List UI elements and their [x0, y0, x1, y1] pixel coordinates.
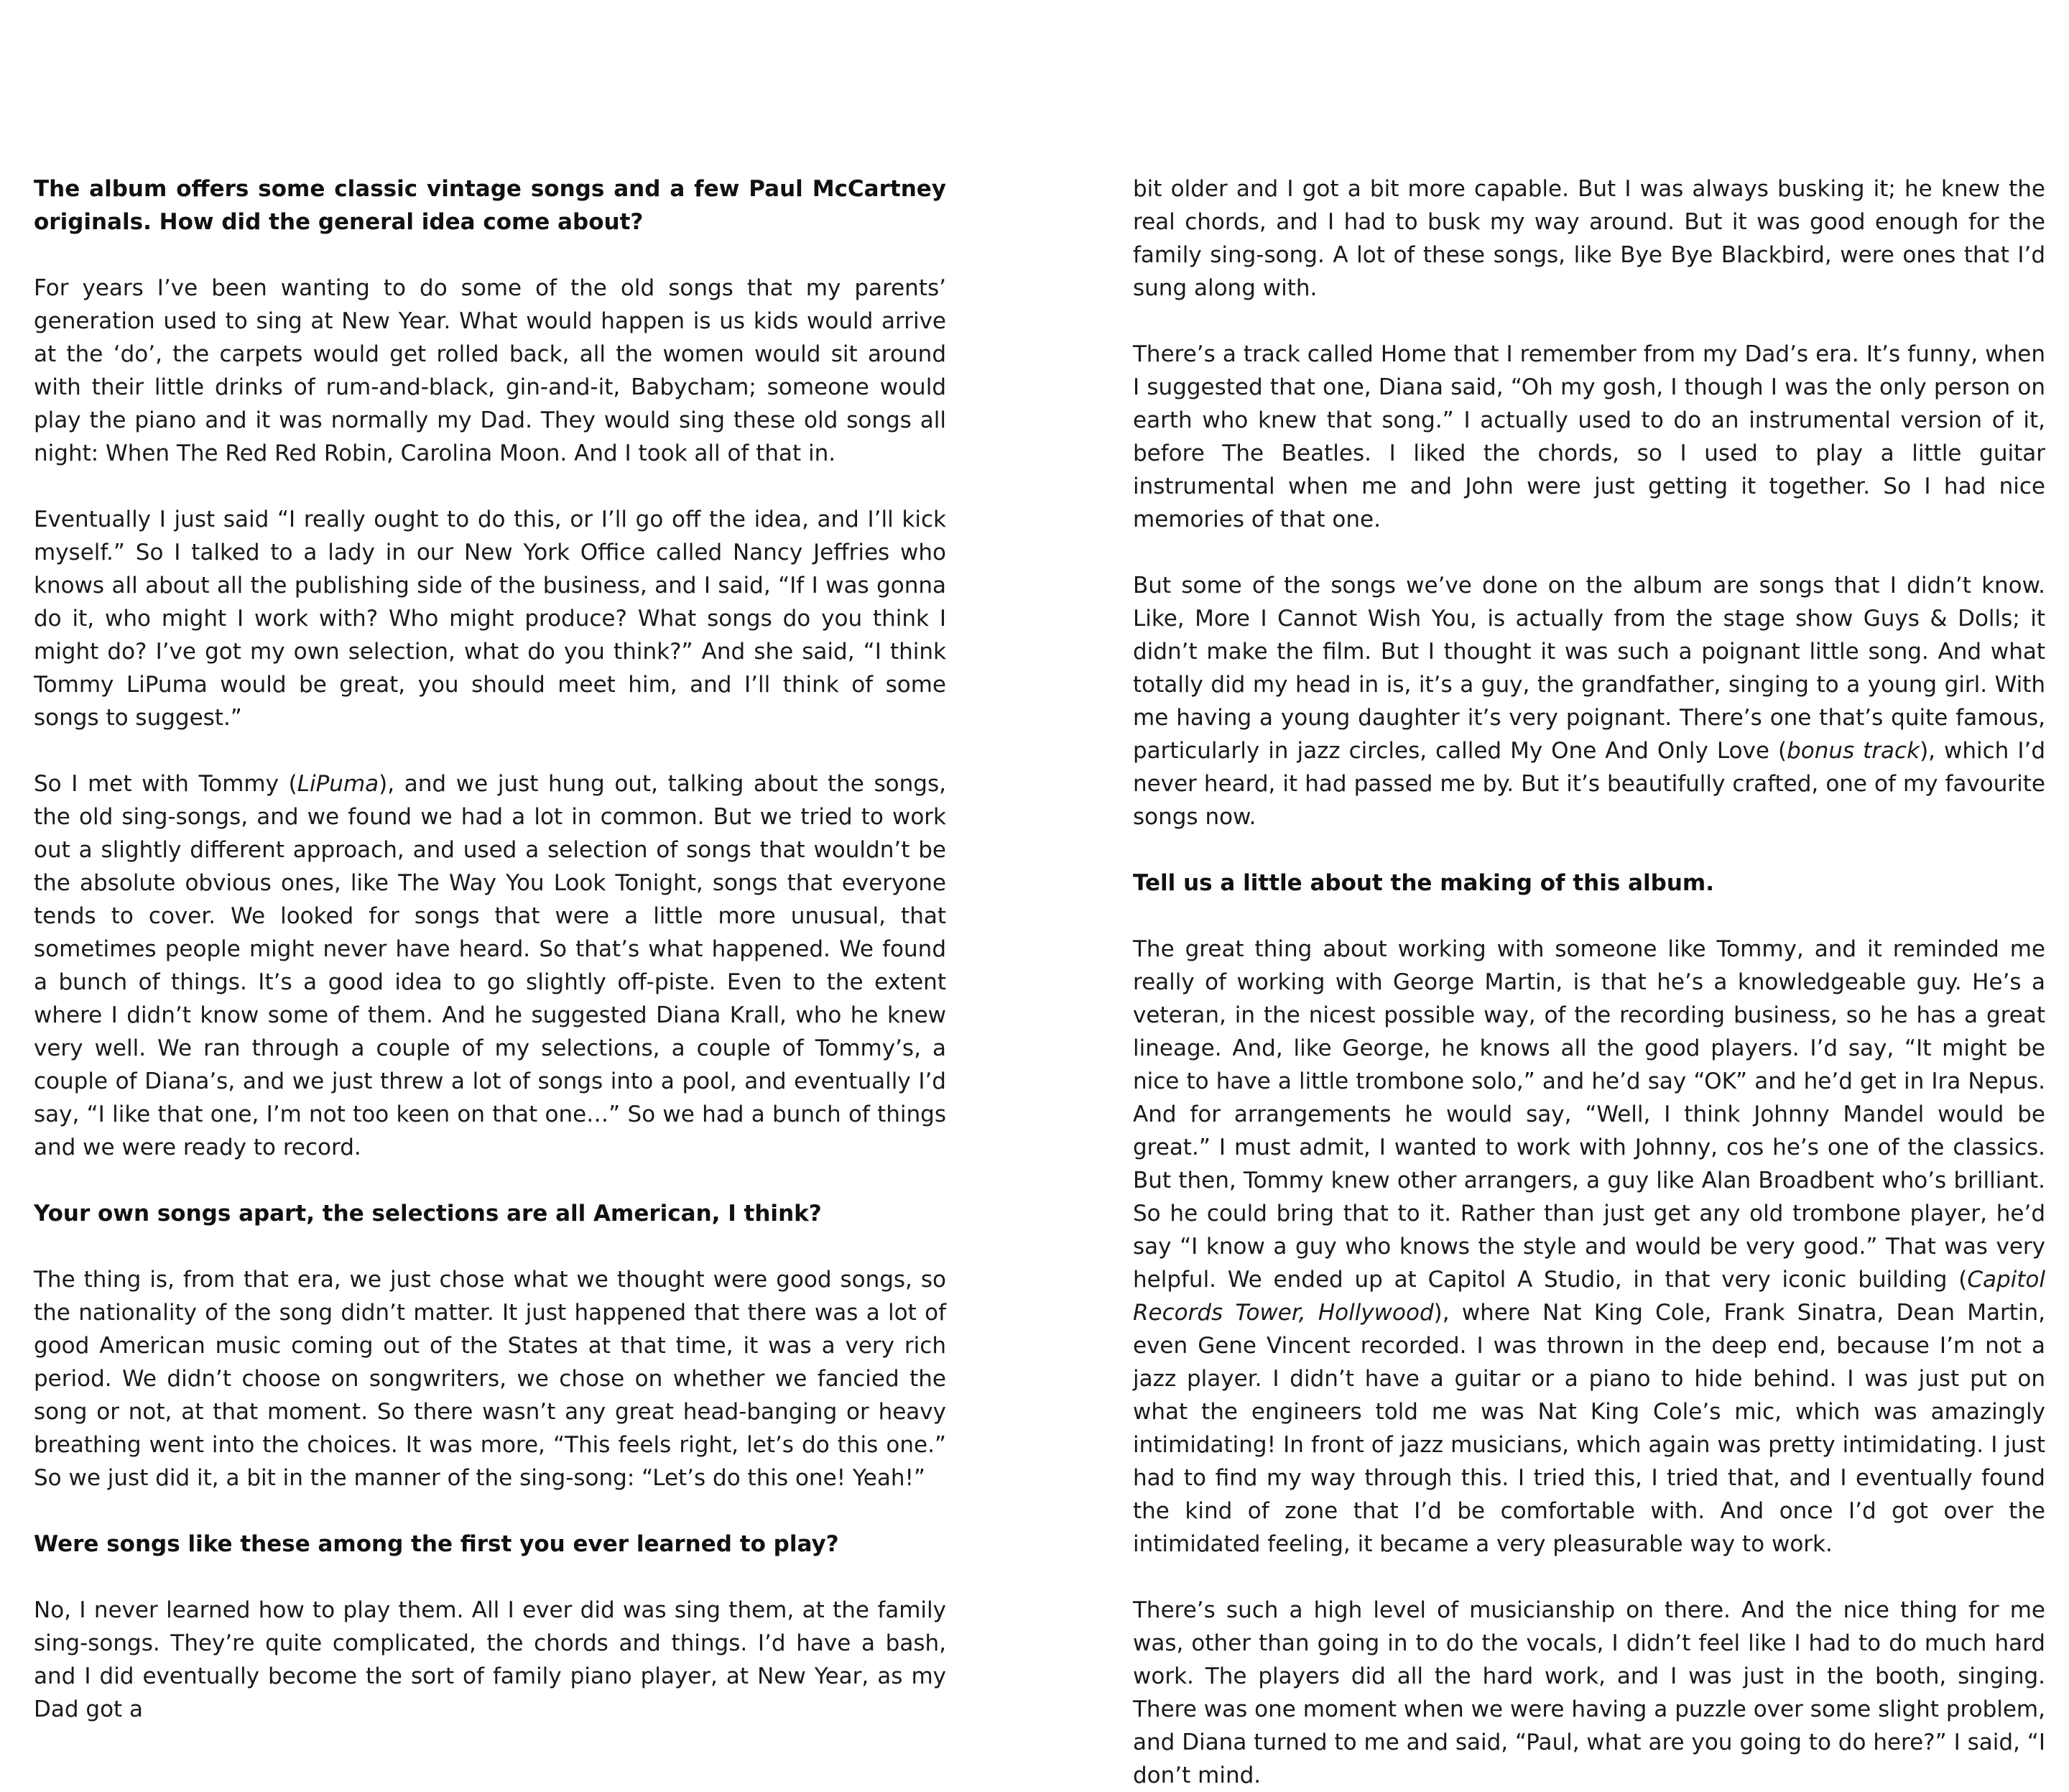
italic-text: LiPuma [297, 771, 379, 797]
answer-paragraph: The thing is, from that era, we just chose what we thought were good songs, so the nationality of the song didn’t matter. It just happened that there was a lot of good American music coming out of the States at that time, it was a very rich period. We didn’t choose on songwriters, we chose on whether we fancied the song or not, at that moment. So there wasn’t any great head-banging or heavy breathing went into the choices. It was more, “This feels right, let’s do this one.” So we just did it, a bit in the manner of the sing-song: “Let’s do this one! Yeah!” [34, 1267, 946, 1491]
answer-paragraph: Eventually I just said “I really ought to do this, or I’ll go off the idea, and I’ll kick myself.” So I talked to a lady in our New York Office called Nancy Jeffries who knows all about all the publishing side of the business, and I said, “If I was gonna do it, who might I work with? Who might produce? What songs do you think I might do? I’ve got my own selection, what do you think?” And she said, “I think Tommy LiPuma would be great, you should meet him, and I’ll think of some songs to suggest.” [34, 507, 946, 731]
italic-text: Capitol Records Tower, Hollywood [1133, 1267, 2045, 1326]
italic-text: bonus track [1787, 738, 1920, 764]
answer-paragraph: There’s a track called Home that I remember from my Dad’s era. It’s funny, when I suggested that one, Diana said, “Oh my gosh, I though I was the only person on earth who knew that song.” I actually used to do an instrumental version of it, before The Beatles. I liked the chords, so I used to play a little guitar instrumental when me and John were just getting it together. So I had nice memories of that one. [1133, 341, 2045, 532]
answer-paragraph: For years I’ve been wanting to do some of the old songs that my parents’ generation used to sing at New Year. What would happen is us kids would arrive at the ‘do’, the carpets would get rolled back, all the women would sit around with their little drinks of rum-and-black, gin-and-it, Babycham; someone would play the piano and it was normally my Dad. They would sing these old songs all night: When The Red Red Robin, Carolina Moon. And I took all of that in. [34, 275, 946, 466]
text-run: So I met with Tommy ( [34, 771, 297, 797]
answer-paragraph: No, I never learned how to play them. All I ever did was sing them, at the family sing-songs. They’re quite complicated, the chords and things. I’d have a bash, and I did eventually become the sort of family piano player, at New Year, as my Dad got a [34, 1597, 946, 1722]
text-run: ), and we just hung out, talking about the songs, the old sing-songs, and we found we had a lot in common. But we tried to work out a slightly different approach, and used a selection of songs that wouldn’t be the absolute obvious ones, like The Way You Look Tonight, songs that everyone tends to cover. We looked for songs that were a little more unusual, that sometimes people might never have heard. So that’s what happened. We found a bunch of things. It’s a good idea to go slightly off-piste. Even to the extent where I didn’t know some of them. And he suggested Diana Krall, who he knew very well. We ran through a couple of my selections, a couple of Tommy’s, a couple of Diana’s, and we just threw a lot of songs into a pool, and eventually I’d say, “I like that one, I’m not too keen on that one…” So we had a bunch of things and we were ready to record. [34, 771, 946, 1160]
text-run: ), where Nat King Cole, Frank Sinatra, Dean Martin, even Gene Vincent recorded. I was thrown in the deep end, because I’m not a jazz player. I didn’t have a guitar or a piano to hide behind. I was just put on what the engineers told me was Nat King Cole’s mic, which was amazingly intimidating! In front of jazz musicians, which again was pretty intimidating. I just had to find my way through this. I tried this, I tried that, and I eventually found the kind of zone that I’d be comfortable with. And once I’d got over the intimidated feeling, it became a very pleasurable way to work. [1133, 1300, 2045, 1557]
answer-paragraph [34, 767, 946, 1164]
answer-paragraph [1133, 569, 2045, 833]
answer-paragraph: bit older and I got a bit more capable. But I was always busking it; he knew the real chords, and I had to busk my way around. But it was good enough for the family sing-song. A lot of these songs, like Bye Bye Blackbird, were ones that I’d sung along with. [1133, 176, 2045, 301]
answer-paragraph [1133, 933, 2045, 1561]
text-run: But some of the songs we’ve done on the album are songs that I didn’t know. Like, More I Cannot Wish You, is actually from the stage show Guys & Dolls; it didn’t make the film. But I thought it was such a poignant little song. And what totally did my head in is, it’s a guy, the grandfather, singing to a young girl. With me having a young daughter it’s very poignant. There’s one that’s quite famous, particularly in jazz circles, called My One And Only Love ( [1133, 573, 2045, 764]
right-page [1133, 172, 2045, 1792]
question-heading: The album offers some classic vintage songs and a few Paul McCartney originals. How did the general idea come about? [34, 176, 946, 235]
left-page [34, 172, 946, 1726]
answer-paragraph: There’s such a high level of musicianship on there. And the nice thing for me was, other than going in to do the vocals, I didn’t feel like I had to do much hard work. The players did all the hard work, and I was just in the booth, singing. There was one moment when we were having a puzzle over some slight problem, and Diana turned to me and said, “Paul, what are you going to do here?” I said, “I don’t mind. [1133, 1597, 2045, 1788]
text-run: ), which I’d never heard, it had passed me by. But it’s beautifully crafted, one of my favourite songs now. [1133, 738, 2045, 830]
question-heading: Your own songs apart, the selections are all American, I think? [34, 1201, 822, 1227]
text-run: The great thing about working with someone like Tommy, and it reminded me really of working with George Martin, is that he’s a knowledgeable guy. He’s a veteran, in the nicest possible way, of the recording business, so he has a great lineage. And, like George, he knows all the good players. I’d say, “It might be nice to have a little trombone solo,” and he’d say “OK” and he’d get in Ira Nepus. And for arrangements he would say, “Well, I think Johnny Mandel would be great.” I must admit, I wanted to work with Johnny, cos he’s one of the classics. But then, Tommy knew other arrangers, a guy like Alan Broadbent who’s brilliant. So he could bring that to it. Rather than just get any old trombone player, he’d say “I know a guy who knows the style and would be very good.” That was very helpful. We ended up at Capitol A Studio, in that very iconic building ( [1133, 936, 2045, 1293]
question-heading: Tell us a little about the making of this album. [1133, 870, 1714, 896]
question-heading: Were songs like these among the first you ever learned to play? [34, 1531, 839, 1557]
